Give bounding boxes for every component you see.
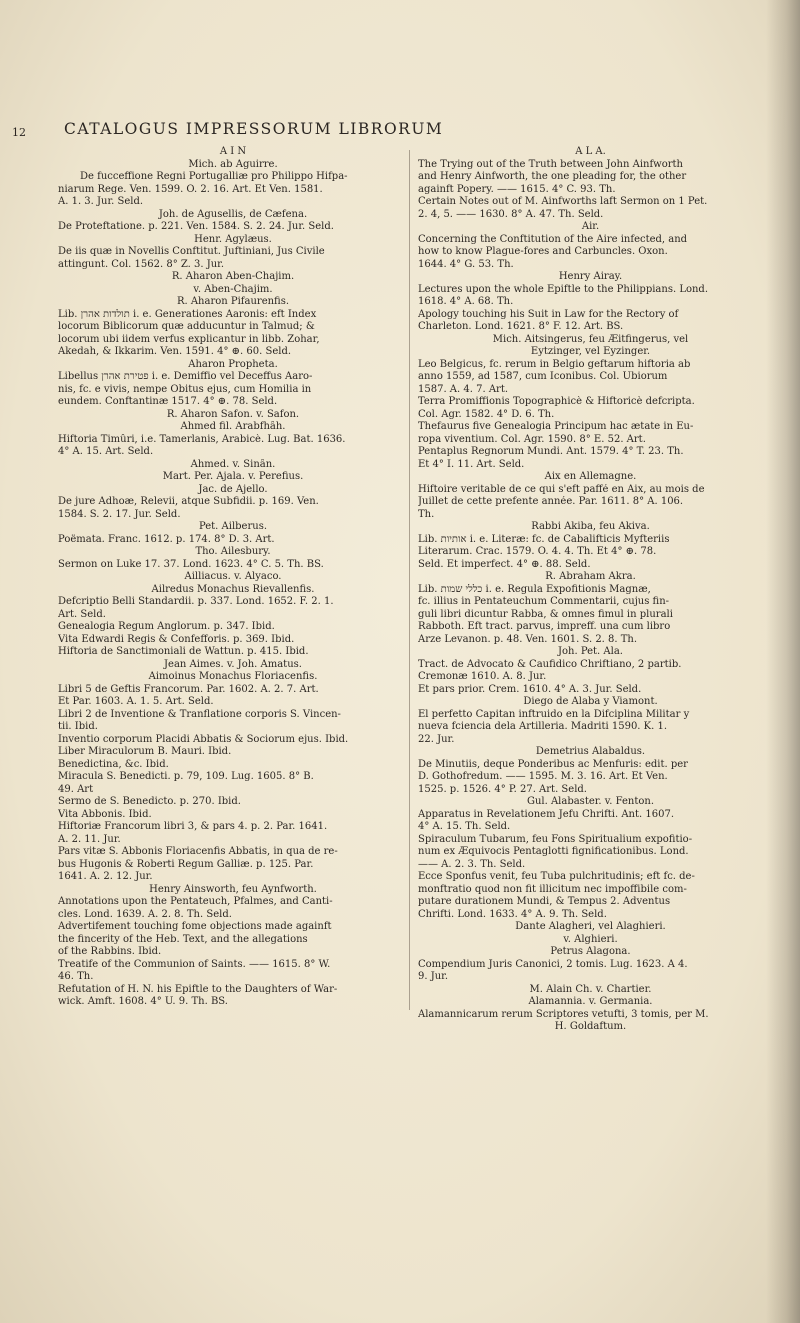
entry-line: Lib. כללי שמות i. e. Regula Expofitionis Magnæ, — [418, 583, 651, 595]
entry-heading: R. Aharon Aben-Chajim. — [171, 271, 295, 282]
entry-line: Benedictina, &c. Ibid. — [58, 758, 169, 770]
entry-heading: Mart. Per. Ajala. v. Perefius. — [162, 471, 304, 482]
entry-line: Compendium Juris Canonici, 2 tomis. Lug. 1623. A 4. — [418, 958, 688, 970]
entry-line: Et 4° I. 11. Art. Seld. — [418, 458, 525, 470]
entry-line: ropa viventium. Col. Agr. 1590. 8° E. 52. Art. — [418, 433, 646, 445]
entry-line: A. 1. 3. Jur. Seld. — [58, 196, 144, 207]
entry-line: Defcriptio Belli Standardii. p. 337. Lond. 1652. F. 2. 1. — [58, 596, 334, 607]
entry-line: De jure Adhoæ, Relevii, atque Subfidii. p. 169. Ven. — [58, 496, 319, 507]
entry-line: Concerning the Conftitution of the Aire infected, and — [418, 233, 688, 245]
entry-line: cles. Lond. 1639. A. 2. 8. Th. Seld. — [58, 908, 232, 920]
entry-heading: v. Alghieri. — [563, 933, 618, 945]
entry-heading: Dante Alagheri, vel Alaghieri. — [515, 921, 666, 932]
entry-line: Vita Edwardi Regis & Confefforis. p. 369. Ibid. — [58, 633, 295, 645]
entry-heading: Tho. Ailesbury. — [195, 546, 271, 557]
entry-line: Et pars prior. Crem. 1610. 4° A. 3. Jur. Seld. — [418, 683, 642, 695]
entry-line: Literarum. Crac. 1579. O. 4. 4. Th. Et 4° ⊕. 78. — [418, 546, 657, 557]
entry-line: Leo Belgicus, fc. rerum in Belgio geftarum hiftoria ab — [418, 358, 691, 370]
entry-line: Spiraculum Tubarum, feu Fons Spiritualium expofitio- — [418, 833, 693, 845]
entry-line: Chrifti. Lond. 1633. 4° A. 9. Th. Seld. — [418, 908, 607, 920]
entry-heading: Jac. de Ajello. — [198, 483, 268, 495]
entry-line: Genealogia Regum Anglorum. p. 347. Ibid. — [58, 621, 275, 632]
entry-line: wick. Amft. 1608. 4° U. 9. Th. BS. — [58, 996, 228, 1007]
entry-line: Poëmata. Franc. 1612. p. 174. 8° D. 3. Art. — [58, 533, 275, 545]
entry-line: anno 1559, ad 1587, cum Iconibus. Col. Ubiorum — [418, 371, 668, 382]
entry-heading: Rabbi Akiba, feu Akiva. — [531, 521, 650, 532]
entry-line: De fucceffione Regni Portugalliæ pro Philippo Hifpa- — [80, 171, 348, 182]
entry-line: Pentaplus Regnorum Mundi. Ant. 1579. 4° T. 23. Th. — [418, 446, 684, 457]
entry-line: and Henry Ainfworth, the one pleading for, the other — [418, 171, 687, 182]
entry-heading: Joh. de Agusellis, de Cæfena. — [158, 208, 308, 220]
entry-heading: Mich. ab Aguirre. — [188, 158, 278, 170]
entry-heading: Air. — [581, 221, 600, 232]
entry-heading: Ailliacus. v. Alyaco. — [184, 571, 282, 582]
entry-line: 1641. A. 2. 12. Jur. — [58, 871, 153, 882]
entry-line: Annotations upon the Pentateuch, Pfalmes, and Canti- — [58, 896, 333, 907]
entry-line: Tract. de Advocato & Caufidico Chriftiano, 2 partib. — [418, 658, 682, 670]
entry-line: The Trying out of the Truth between John Ainfworth — [418, 158, 683, 170]
entry-line: Alamannicarum rerum Scriptores vetufti, 3 tomis, per M. — [418, 1008, 709, 1020]
entry-line: 1644. 4° G. 53. Th. — [418, 258, 514, 270]
entry-line: Pars vitæ S. Abbonis Floriacenfis Abbatis, in qua de re- — [58, 846, 338, 857]
entry-line: attingunt. Col. 1562. 8° Z. 3. Jur. — [58, 258, 225, 270]
entry-line: Lib. אותיות i. e. Literæ: fc. de Cabalifticis Myfteriis — [418, 533, 670, 545]
entry-heading: Henry Airay. — [558, 271, 623, 282]
entry-line: of the Rabbins. Ibid. — [58, 946, 162, 957]
entry-heading: Jean Aimes. v. Joh. Amatus. — [164, 658, 302, 670]
entry-line: 2. 4, 5. —— 1630. 8° A. 47. Th. Seld. — [418, 208, 604, 220]
entry-line: againft Popery. —— 1615. 4° C. 93. Th. — [418, 183, 616, 195]
entry-line: the fincerity of the Heb. Text, and the allegations — [58, 933, 308, 945]
entry-heading: Diego de Alaba y Viamont. — [523, 696, 658, 707]
entry-line: Sermo de S. Benedicto. p. 270. Ibid. — [58, 796, 241, 807]
entry-line: Lib. תולדות אהרן i. e. Generationes Aaronis: eft Index — [58, 308, 317, 320]
entry-line: 1618. 4° A. 68. Th. — [418, 296, 514, 307]
entry-line: Thefaurus five Genealogia Principum hac ætate in Eu- — [418, 421, 694, 432]
entry-heading: Alamannia. v. Germania. — [528, 996, 653, 1007]
entry-line: Rabboth. Eft tract. parvus, impreff. una cum libro — [418, 621, 671, 632]
entry-line: De Proteftatione. p. 221. Ven. 1584. S. 2. 24. Jur. Seld. — [58, 221, 334, 232]
entry-line: Inventio corporum Placidi Abbatis & Sociorum ejus. Ibid. — [58, 733, 349, 745]
entry-heading: Henr. Agylæus. — [194, 233, 272, 245]
entry-line: 9. Jur. — [418, 971, 449, 982]
entry-line: nueva fciencia dela Artilleria. Madriti 1590. K. 1. — [418, 721, 668, 732]
entry-line: Seld. Et imperfect. 4° ⊕. 88. Seld. — [418, 558, 591, 570]
entry-heading: Aimoinus Monachus Floriacenfis. — [148, 671, 318, 682]
entry-line: Et Par. 1603. A. 1. 5. Art. Seld. — [58, 696, 214, 707]
entry-heading: Aharon Propheta. — [188, 358, 278, 370]
entry-line: Apology touching his Suit in Law for the Rectory of — [418, 308, 679, 320]
entry-heading: H. Goldaftum. — [554, 1021, 627, 1032]
entry-line: monftratio quod non fit illicitum nec impoffibile com- — [418, 883, 687, 895]
entry-heading: Ahmed. v. Sinân. — [190, 458, 276, 470]
entry-line: Th. — [418, 508, 435, 520]
entry-line: Charleton. Lond. 1621. 8° F. 12. Art. BS. — [418, 321, 624, 332]
entry-line: Ecce Sponfus venit, feu Tuba pulchritudinis; eft fc. de- — [418, 871, 695, 882]
entry-heading: R. Aharon Pifaurenfis. — [176, 296, 290, 307]
entry-line: Refutation of H. N. his Epiftle to the Daughters of War- — [58, 983, 338, 995]
entry-line: —— A. 2. 3. Th. Seld. — [418, 858, 526, 870]
entry-line: Sermon on Luke 17. 37. Lond. 1623. 4° C. 5. Th. BS. — [58, 558, 324, 570]
entry-line: locorum ubi iidem verfus explicantur in libb. Zohar, — [58, 333, 320, 345]
entry-line: Libellus פטירת אהרן i. e. Demiffio vel Deceffus Aaro- — [58, 371, 313, 382]
entry-line: tii. Ibid. — [58, 721, 98, 732]
entry-line: guli libri dicuntur Rabba, & omnes fimul in plurali — [418, 608, 673, 620]
entry-line: Libri 5 de Geftis Francorum. Par. 1602. A. 2. 7. Art. — [58, 683, 319, 695]
entry-line: Lectures upon the whole Epiftle to the Philippians. Lond. — [418, 283, 709, 295]
entry-line: Certain Notes out of M. Ainfworths laft Sermon on 1 Pet. — [418, 196, 708, 207]
entry-line: A. 2. 11. Jur. — [58, 833, 121, 845]
entry-line: 1587. A. 4. 7. Art. — [418, 383, 509, 395]
entry-line: Libri 2 de Inventione & Tranflatione corporis S. Vincen- — [58, 708, 341, 720]
entry-line: locorum Biblicorum quæ adducuntur in Talmud; & — [58, 321, 315, 332]
entry-heading: Ahmed fil. Arabfhâh. — [180, 421, 286, 432]
entry-line: Advertifement touching fome objections made againft — [58, 921, 332, 932]
entry-line: De Minutiis, deque Ponderibus ac Menfuris: edit. per — [418, 758, 688, 770]
entry-line: niarum Rege. Ven. 1599. O. 2. 16. Art. Et Ven. 1581. — [58, 183, 323, 195]
entry-heading: Petrus Alagona. — [550, 946, 631, 957]
entry-line: 4° A. 15. Th. Seld. — [418, 821, 511, 832]
entry-line: putare durationem Mundi, & Tempus 2. Adventus — [418, 896, 671, 907]
entry-line: 1525. p. 1526. 4° P. 27. Art. Seld. — [418, 783, 587, 795]
entry-line: nis, fc. e vivis, nempe Obitus ejus, cum Homilia in — [58, 383, 312, 395]
entry-heading: Aix en Allemagne. — [544, 471, 637, 482]
entry-line: De iis quæ in Novellis Conftitut. Juftiniani, Jus Civile — [58, 246, 325, 257]
entry-heading: v. Aben-Chajim. — [193, 283, 273, 295]
entry-line: 1584. S. 2. 17. Jur. Seld. — [58, 508, 181, 520]
page-header — [12, 120, 732, 142]
entry-heading: A I N — [219, 146, 247, 157]
entry-heading: A L A. — [575, 146, 606, 157]
entry-line: 4° A. 15. Art. Seld. — [58, 446, 154, 457]
entry-heading: R. Abraham Akra. — [545, 571, 636, 582]
left-column — [58, 146, 408, 1009]
entry-line: num ex Æquivocis Pentaglotti fignificationibus. Lond. — [418, 846, 689, 857]
entry-line: Miracula S. Benedicti. p. 79, 109. Lug. 1605. 8° B. — [58, 771, 314, 782]
entry-line: Vita Abbonis. Ibid. — [58, 808, 152, 820]
entry-line: Terra Promiffionis Topographicè & Hiftoricè defcripta. — [418, 396, 695, 407]
entry-line: 22. Jur. — [418, 733, 455, 745]
entry-line: Col. Agr. 1582. 4° D. 6. Th. — [418, 408, 555, 420]
entry-line: 49. Art — [58, 783, 94, 795]
running-title: CATALOGUS IMPRESSORUM LIBRORUM — [64, 120, 444, 138]
column-divider — [409, 150, 410, 1010]
entry-line: how to know Plague-fores and Carbuncles. Oxon. — [418, 246, 668, 257]
entry-heading: Mich. Aitsingerus, feu Æitfingerus, vel — [492, 333, 689, 345]
entry-line: Hiftoire veritable de ce qui s'eft paffé en Aix, au mois de — [418, 483, 705, 495]
entry-line: fc. illius in Pentateuchum Commentarii, cujus fin- — [418, 596, 670, 607]
entry-heading: Gul. Alabaster. v. Fenton. — [526, 796, 655, 807]
entry-line: Apparatus in Revelationem Jefu Chrifti. Ant. 1607. — [418, 808, 675, 820]
entry-line: D. Gothofredum. —— 1595. M. 3. 16. Art. Et Ven. — [418, 771, 668, 782]
entry-line: Hiftoria Timûri, i.e. Tamerlanis, Arabicè. Lug. Bat. 1636. — [58, 433, 346, 445]
entry-heading: Demetrius Alabaldus. — [535, 746, 646, 757]
entry-line: Arze Levanon. p. 48. Ven. 1601. S. 2. 8. Th. — [418, 633, 638, 645]
entry-heading: Ailredus Monachus Rievallenfis. — [151, 583, 315, 595]
entry-line: 46. Th. — [58, 971, 94, 982]
entry-heading: Joh. Pet. Ala. — [558, 646, 623, 657]
entry-line: Hiftoriæ Francorum libri 3, & pars 4. p. 2. Par. 1641. — [58, 821, 328, 832]
page-edge-shadow — [766, 0, 800, 1323]
right-column — [418, 146, 763, 1034]
entry-line: Akedah, & Ikkarim. Ven. 1591. 4° ⊕. 60. Seld. — [58, 346, 292, 357]
entry-heading: Eytzinger, vel Eyzinger. — [530, 346, 651, 357]
entry-line: eundem. Conftantinæ 1517. 4° ⊕. 78. Seld. — [58, 396, 278, 407]
entry-line: Art. Seld. — [58, 608, 106, 620]
entry-line: Liber Miraculorum B. Mauri. Ibid. — [58, 746, 232, 757]
entry-line: bus Hugonis & Roberti Regum Galliæ. p. 125. Par. — [58, 858, 314, 870]
entry-heading: Pet. Ailberus. — [198, 521, 268, 532]
entry-line: Hiftoria de Sanctimoniali de Wattun. p. 415. Ibid. — [58, 646, 309, 657]
entry-heading: Henry Ainsworth, feu Aynfworth. — [149, 883, 317, 895]
entry-heading: R. Aharon Safon. v. Safon. — [166, 408, 300, 420]
entry-line: Treatife of the Communion of Saints. —— 1615. 8° W. — [58, 958, 331, 970]
entry-heading: M. Alain Ch. v. Chartier. — [529, 983, 652, 995]
page-number: 12 — [12, 126, 26, 139]
entry-line: Cremonæ 1610. A. 8. Jur. — [418, 671, 547, 682]
entry-line: El perfetto Capitan inftruido en la Difciplina Militar y — [418, 708, 690, 720]
entry-line: Juillet de cette prefente année. Par. 1611. 8° A. 106. — [418, 496, 684, 507]
